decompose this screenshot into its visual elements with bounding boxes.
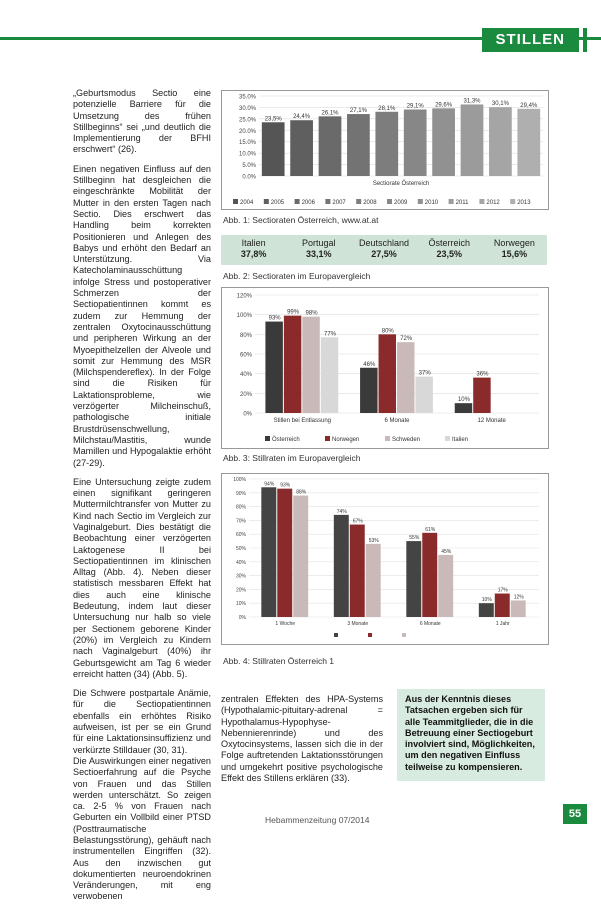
data-label: 80% xyxy=(381,328,394,335)
figure-caption: Abb. 1: Sectioraten Österreich, www.at.at xyxy=(223,215,379,225)
data-label: 72% xyxy=(400,336,413,343)
y-tick-label: 20% xyxy=(239,391,252,398)
y-tick-label: 60% xyxy=(235,532,246,539)
legend-label: Italien xyxy=(452,437,469,443)
data-label: 31,3% xyxy=(463,98,481,105)
bar xyxy=(265,322,282,413)
y-tick-label: 40% xyxy=(235,559,246,566)
bar xyxy=(334,515,349,617)
bar xyxy=(360,368,377,413)
data-label: 99% xyxy=(287,309,300,316)
chart-svg xyxy=(221,473,549,645)
data-label: 74% xyxy=(336,508,347,515)
bar xyxy=(404,109,427,176)
country-value: 15,6% xyxy=(501,249,528,259)
country-cell xyxy=(286,235,351,265)
y-tick-label: 35.0% xyxy=(238,94,256,101)
bar xyxy=(347,114,370,176)
section-header xyxy=(0,28,601,52)
y-tick-label: 100% xyxy=(236,313,252,320)
bar xyxy=(455,403,472,413)
paragraph: Die Schwere postpartale Anämie, für die Sectiopatientinnen ebenfalls ein erhöhtes Risiko aufweisen, ist per se ein Grund für eine Laktationsinsuffizienz und verkürzte Stilldauer (30, 31). xyxy=(73,688,211,755)
legend-label: 2011 xyxy=(455,200,469,206)
bar xyxy=(517,109,540,176)
legend-swatch xyxy=(233,199,238,204)
y-tick-label: 15.0% xyxy=(238,140,256,147)
x-tick-label: 1 Jahr xyxy=(495,621,510,627)
data-label: 88% xyxy=(296,489,307,496)
data-label: 29,4% xyxy=(520,102,538,109)
bar xyxy=(319,116,342,176)
country-value: 23,5% xyxy=(436,249,462,259)
country-name: Norwegen xyxy=(493,238,535,248)
y-tick-label: 5.0% xyxy=(242,163,256,170)
bar xyxy=(479,603,494,617)
country-cell xyxy=(221,235,286,265)
bar xyxy=(406,541,421,617)
data-label: 23,5% xyxy=(264,116,282,123)
y-tick-label: 0% xyxy=(243,411,252,418)
legend-label: Österreich xyxy=(272,437,300,443)
bar xyxy=(511,600,526,617)
data-label: 24,4% xyxy=(293,114,311,121)
chart-breastfeeding-austria xyxy=(221,473,549,645)
paragraph: Einen negativen Einfluss auf den Stillbeginn hat desgleichen die eingeschränkte Mobilität der Mutter in den ersten Tagen nach Sectio. Dies erschwert das Handling beim korrekten Positionieren und Anlegen des Babys und erhöht den Bedarf an Unterstützung. Via Katecholaminausschüttung infolge Stress und postoperativer Schmerzen der Sectiopatientinnen kommt es zudem zur Hemmung der zentralen Oxytocinausschüttung und peripheren Wirkung an der Myoepithelzellen der Alveole und somit zur Hemmung des MSR (Milchspendereflex). In der Folge sind die Risiken für Laktationsprobleme, wie verzögerter Milcheinschuß, pathologische initiale Brustdrüsenschwellung, Milchstau/Mastitis, wunde Mamillen und Hypogalaktie erhöht (27-29). xyxy=(73,163,211,468)
page-number: 55 xyxy=(563,804,587,824)
y-tick-label: 80% xyxy=(239,332,252,339)
legend-label: 2008 xyxy=(363,200,377,206)
data-label: 93% xyxy=(280,482,291,489)
bar xyxy=(277,489,292,617)
bar xyxy=(415,377,432,413)
chart-sectio-austria xyxy=(221,90,549,210)
legend-label: 2004 xyxy=(240,200,254,206)
bar xyxy=(461,104,484,176)
bar xyxy=(262,122,285,176)
legend-label: 2012 xyxy=(486,200,500,206)
section-label: STILLEN xyxy=(482,28,580,52)
y-tick-label: 0.0% xyxy=(242,174,256,181)
legend-swatch xyxy=(479,199,484,204)
legend-swatch xyxy=(356,199,361,204)
y-tick-label: 20% xyxy=(235,587,246,594)
data-label: 26,1% xyxy=(321,110,339,117)
x-tick-label: 12 Monate xyxy=(477,418,506,424)
bar xyxy=(293,496,308,617)
y-tick-label: 20.0% xyxy=(238,128,256,135)
country-sectio-table xyxy=(221,235,547,265)
legend-swatch xyxy=(445,436,450,441)
data-label: 61% xyxy=(425,526,436,533)
legend-label: 2005 xyxy=(270,200,285,206)
bar xyxy=(350,525,365,617)
country-value: 27,5% xyxy=(371,249,397,259)
country-value: 37,8% xyxy=(240,249,267,259)
paragraph: Die Auswirkungen einer negativen Sectioerfahrung auf die Psyche von Frauen und das Stillen werden unterschätzt. So zeigen ca. 2-5 % von Frauen nach Geburten ein Vollbild einer PTSD (Posttraumatische Belastungsstörung), gehäuft nach instrumentellen Eingriffen (32). Aus den inzwischen gut dokumentierten neuroendokrinen Veränderungen, mit eng verwobenen xyxy=(73,755,211,902)
chart-svg xyxy=(221,90,549,210)
legend-swatch xyxy=(402,633,406,637)
y-tick-label: 30% xyxy=(235,573,246,580)
legend-swatch xyxy=(295,199,300,204)
middle-text: zentralen Effekten des HPA-Systems (Hypothalamic-pituitary-adrenal = Hypothalamus-Hypophyse-Nebennierenrinde) und des Oxytocinsystems, lassen sich die in der Folge auftretenden Laktationsstörungen und umgekehrt positive psychologische Effekt des Stillens erklären (33). xyxy=(221,694,383,784)
bar xyxy=(397,342,414,413)
footer-text: Hebammenzeitung 07/2014 xyxy=(265,815,370,825)
y-tick-label: 80% xyxy=(235,504,246,511)
data-label: 98% xyxy=(305,310,318,317)
data-label: 45% xyxy=(441,548,452,555)
bar xyxy=(495,594,510,617)
legend-label: Schweden xyxy=(392,437,421,443)
x-tick-label: 6 Monate xyxy=(384,418,410,424)
paragraph: „Geburtsmodus Sectio eine potenzielle Barriere für die Umsetzung des frühen Stillbeginns“ sei „und deutlich die Implementierung der BFHI erschwert“ (26). xyxy=(73,88,211,155)
legend-swatch xyxy=(325,199,330,204)
x-tick-label: 1 Woche xyxy=(275,621,296,627)
legend-label: 2006 xyxy=(301,200,315,206)
data-label: 77% xyxy=(324,331,337,338)
paragraph: Eine Untersuchung zeigte zudem einen signifikant geringeren Muttermilchtransfer von Mutter zu Kind nach Sectio im Vergleich zur Vaginalgeburt. Dies bestätigt die Beobachtung einer verzögerten Laktogenese II bei Sectiopatientinnen im klinischen Alltag (Abb. 4). Neben dieser statistisch messbaren Effekt hat dies auch eine klinische Bedeutung, indem laut dieser Untersuchung nur halb so viele per Sectionem geborene Kinder (20%) im Vergleich zu Kindern nach Vaginalgeburt (40%) ihr Geburtsgewicht am Tag 6 wieder erreicht hatten (34) (Abb. 5). xyxy=(73,476,211,679)
bar xyxy=(302,317,319,413)
data-label: 30,1% xyxy=(491,101,509,108)
y-tick-label: 100% xyxy=(233,477,246,483)
x-axis-label: Sectiorate Österreich xyxy=(372,181,430,187)
legend-swatch xyxy=(510,199,515,204)
legend-label: 2013 xyxy=(517,200,531,206)
left-text-column xyxy=(73,88,211,911)
bar xyxy=(438,555,453,617)
legend-swatch xyxy=(265,436,270,441)
y-tick-label: 30.0% xyxy=(238,105,256,112)
y-tick-label: 120% xyxy=(236,293,252,300)
bar xyxy=(290,120,313,176)
y-tick-label: 10.0% xyxy=(238,151,256,158)
data-label: 46% xyxy=(363,361,376,368)
country-name: Österreich xyxy=(428,238,470,248)
data-label: 27,1% xyxy=(349,108,367,115)
bar xyxy=(473,378,490,413)
figure-caption: Abb. 3: Stillraten im Europavergleich xyxy=(223,453,361,463)
bar xyxy=(321,337,338,413)
chart-breastfeeding-europe xyxy=(221,287,549,449)
y-tick-label: 70% xyxy=(235,518,246,525)
x-tick-label: 6 Monate xyxy=(419,621,441,627)
country-cell xyxy=(417,235,482,265)
data-label: 10% xyxy=(481,597,492,604)
figure-caption: Abb. 2: Sectioraten im Europavergleich xyxy=(223,271,371,281)
country-cell xyxy=(351,235,416,265)
bar xyxy=(284,316,301,413)
x-tick-label: 3 Monate xyxy=(347,621,369,627)
legend-label: 2010 xyxy=(424,200,439,206)
data-label: 12% xyxy=(513,594,524,601)
country-cell xyxy=(482,235,547,265)
data-label: 94% xyxy=(264,481,275,488)
bar xyxy=(422,533,437,617)
bar xyxy=(489,107,512,176)
legend-swatch xyxy=(418,199,423,204)
legend-swatch xyxy=(368,633,372,637)
data-label: 67% xyxy=(352,518,363,525)
data-label: 55% xyxy=(409,535,420,542)
y-tick-label: 25.0% xyxy=(238,117,256,124)
bar xyxy=(432,108,455,176)
data-label: 10% xyxy=(457,397,470,404)
legend-swatch xyxy=(387,199,392,204)
chart-svg xyxy=(221,287,549,449)
legend-swatch xyxy=(325,436,330,441)
y-tick-label: 40% xyxy=(239,372,252,379)
data-label: 17% xyxy=(497,587,508,594)
legend-swatch xyxy=(385,436,390,441)
country-name: Portugal xyxy=(302,238,336,248)
info-box: Aus der Kenntnis dieses Tatsachen ergeben sich für alle Teammitglieder, die in die Betreuung einer Sectiogeburt involviert sind, Möglichkeiten, um den negativen Einfluss teilweise zu kompensieren. xyxy=(397,689,545,781)
data-label: 29,6% xyxy=(435,102,453,109)
data-label: 36% xyxy=(476,371,489,378)
data-label: 53% xyxy=(368,537,379,544)
legend-swatch xyxy=(449,199,454,204)
data-label: 29,1% xyxy=(406,103,424,110)
data-label: 28,1% xyxy=(378,105,396,112)
bar xyxy=(261,487,276,617)
legend-label: 2007 xyxy=(332,200,346,206)
x-tick-label: Stillen bei Entlassung xyxy=(273,418,332,424)
bar xyxy=(366,544,381,617)
y-tick-label: 0% xyxy=(238,615,246,621)
bar xyxy=(379,334,396,413)
country-name: Deutschland xyxy=(358,238,410,248)
y-tick-label: 90% xyxy=(235,490,246,497)
bar xyxy=(375,112,398,176)
y-tick-label: 10% xyxy=(235,601,246,608)
legend-swatch xyxy=(334,633,338,637)
legend-label: 2009 xyxy=(394,200,408,206)
legend-label: Norwegen xyxy=(332,437,360,443)
y-tick-label: 50% xyxy=(235,546,246,552)
country-value: 33,1% xyxy=(306,249,332,259)
data-label: 93% xyxy=(268,315,281,322)
figure-caption: Abb. 4: Stillraten Österreich 1 xyxy=(223,656,335,666)
data-label: 37% xyxy=(418,370,431,377)
country-name: Italien xyxy=(241,238,266,248)
legend-swatch xyxy=(264,199,269,204)
y-tick-label: 60% xyxy=(239,352,252,359)
